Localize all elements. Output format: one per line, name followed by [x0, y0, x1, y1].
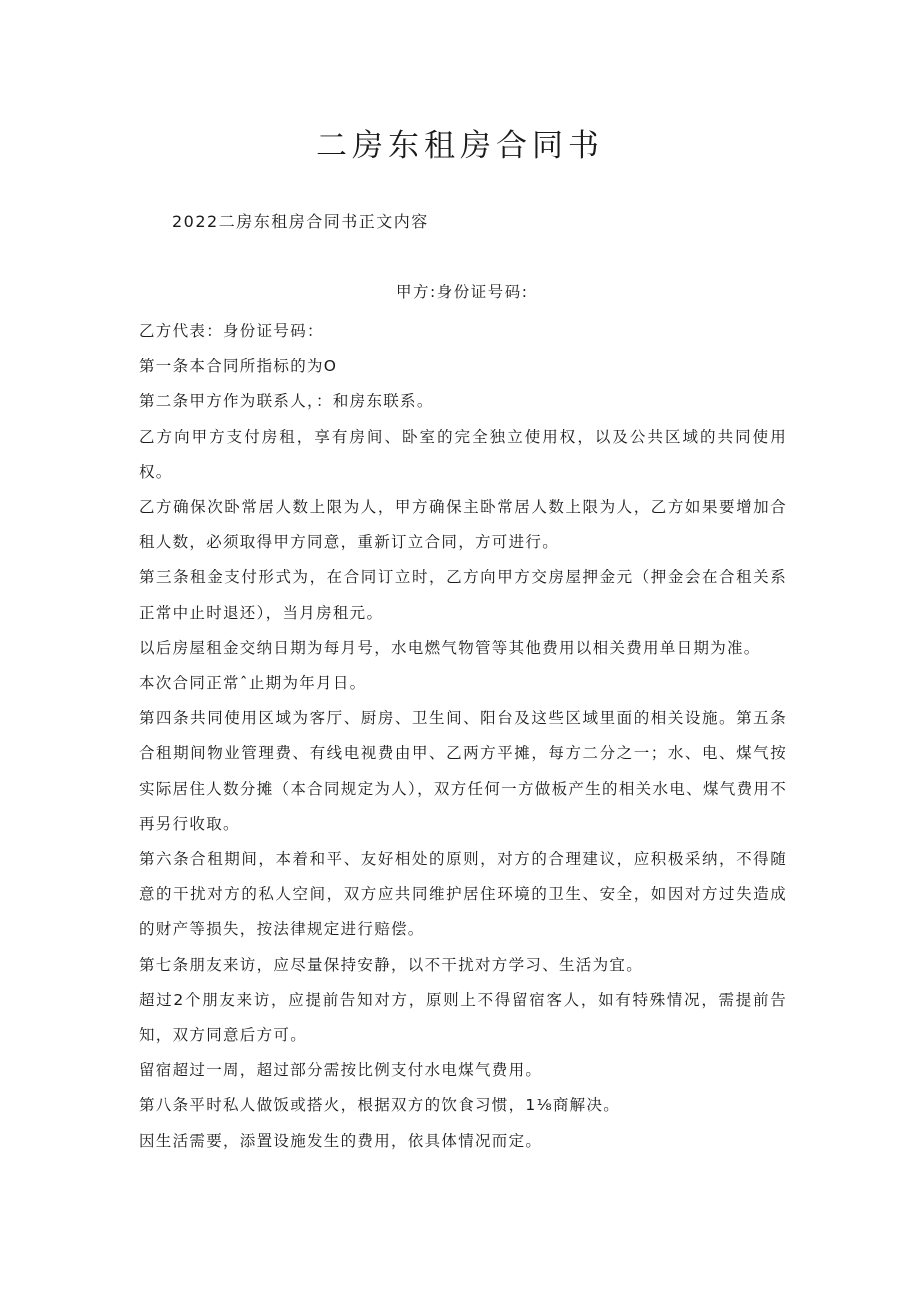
paragraph: 第七条朋友来访，应尽量保持安静，以不干扰对方学习、生活为宜。 [139, 955, 644, 974]
paragraph: 因生活需要，添置设施发生的费用，依具体情况而定。 [139, 1131, 543, 1150]
paragraph: 乙方确保次卧常居人数上限为人，甲方确保主卧常居人数上限为人，乙方如果要增加合租人数，必须取得甲方同意，重新订立合同，方可进行。 [139, 498, 787, 552]
party-a-line: 甲方:身份证号码: [396, 283, 529, 301]
paragraph: 留宿超过一周，超过部分需按比例支付水电煤气费用。 [139, 1061, 543, 1080]
paragraph: 第二条甲方作为联系人，：和房东联系。 [139, 392, 434, 411]
contract-body [139, 314, 787, 1159]
document-subtitle: 2022二房东租房合同书正文内容 [172, 212, 429, 231]
paragraph: 以后房屋租金交纳日期为每月号，水电燃气物管等其他费用以相关费用单日期为准。 [139, 638, 761, 657]
document-title: 二房东租房合同书 [316, 128, 604, 164]
paragraph: 乙方向甲方支付房租，享有房间、卧室的完全独立使用权，以及公共区域的共同使用权。 [139, 427, 787, 481]
paragraph: 第三条租金支付形式为，在合同订立时，乙方向甲方交房屋押金元（押金会在合租关系正常中止时退还），当月房租元。 [139, 568, 787, 622]
paragraph: 第四条共同使用区域为客厅、厨房、卫生间、阳台及这些区域里面的相关设施。第五条合租期间物业管理费、有线电视费由甲、乙两方平摊，每方二分之一；水、电、煤气按实际居住人数分摊（本合同规定为人），双方任何一方做板产生的相关水电、煤气费用不再另行收取。 [139, 709, 787, 833]
paragraph: 本次合同正常ˆ止期为年月日。 [139, 674, 367, 693]
paragraph: 第一条本合同所指标的为O [139, 357, 338, 376]
paragraph: 第六条合租期间，本着和平、友好相处的原则，对方的合理建议，应积极采纳，不得随意的干扰对方的私人空间，双方应共同维护居住环境的卫生、安全，如因对方过失造成的财产等损失，按法律规定进行赔偿。 [139, 850, 787, 939]
paragraph: 乙方代表：身份证号码： [139, 322, 324, 340]
paragraph: 第八条平时私人做饭或搭火，根据双方的饮食习惯，1⅛商解决。 [139, 1096, 621, 1115]
paragraph: 超过2个朋友来访，应提前告知对方，原则上不得留宿客人，如有特殊情况，需提前告知，双方同意后方可。 [139, 990, 787, 1045]
